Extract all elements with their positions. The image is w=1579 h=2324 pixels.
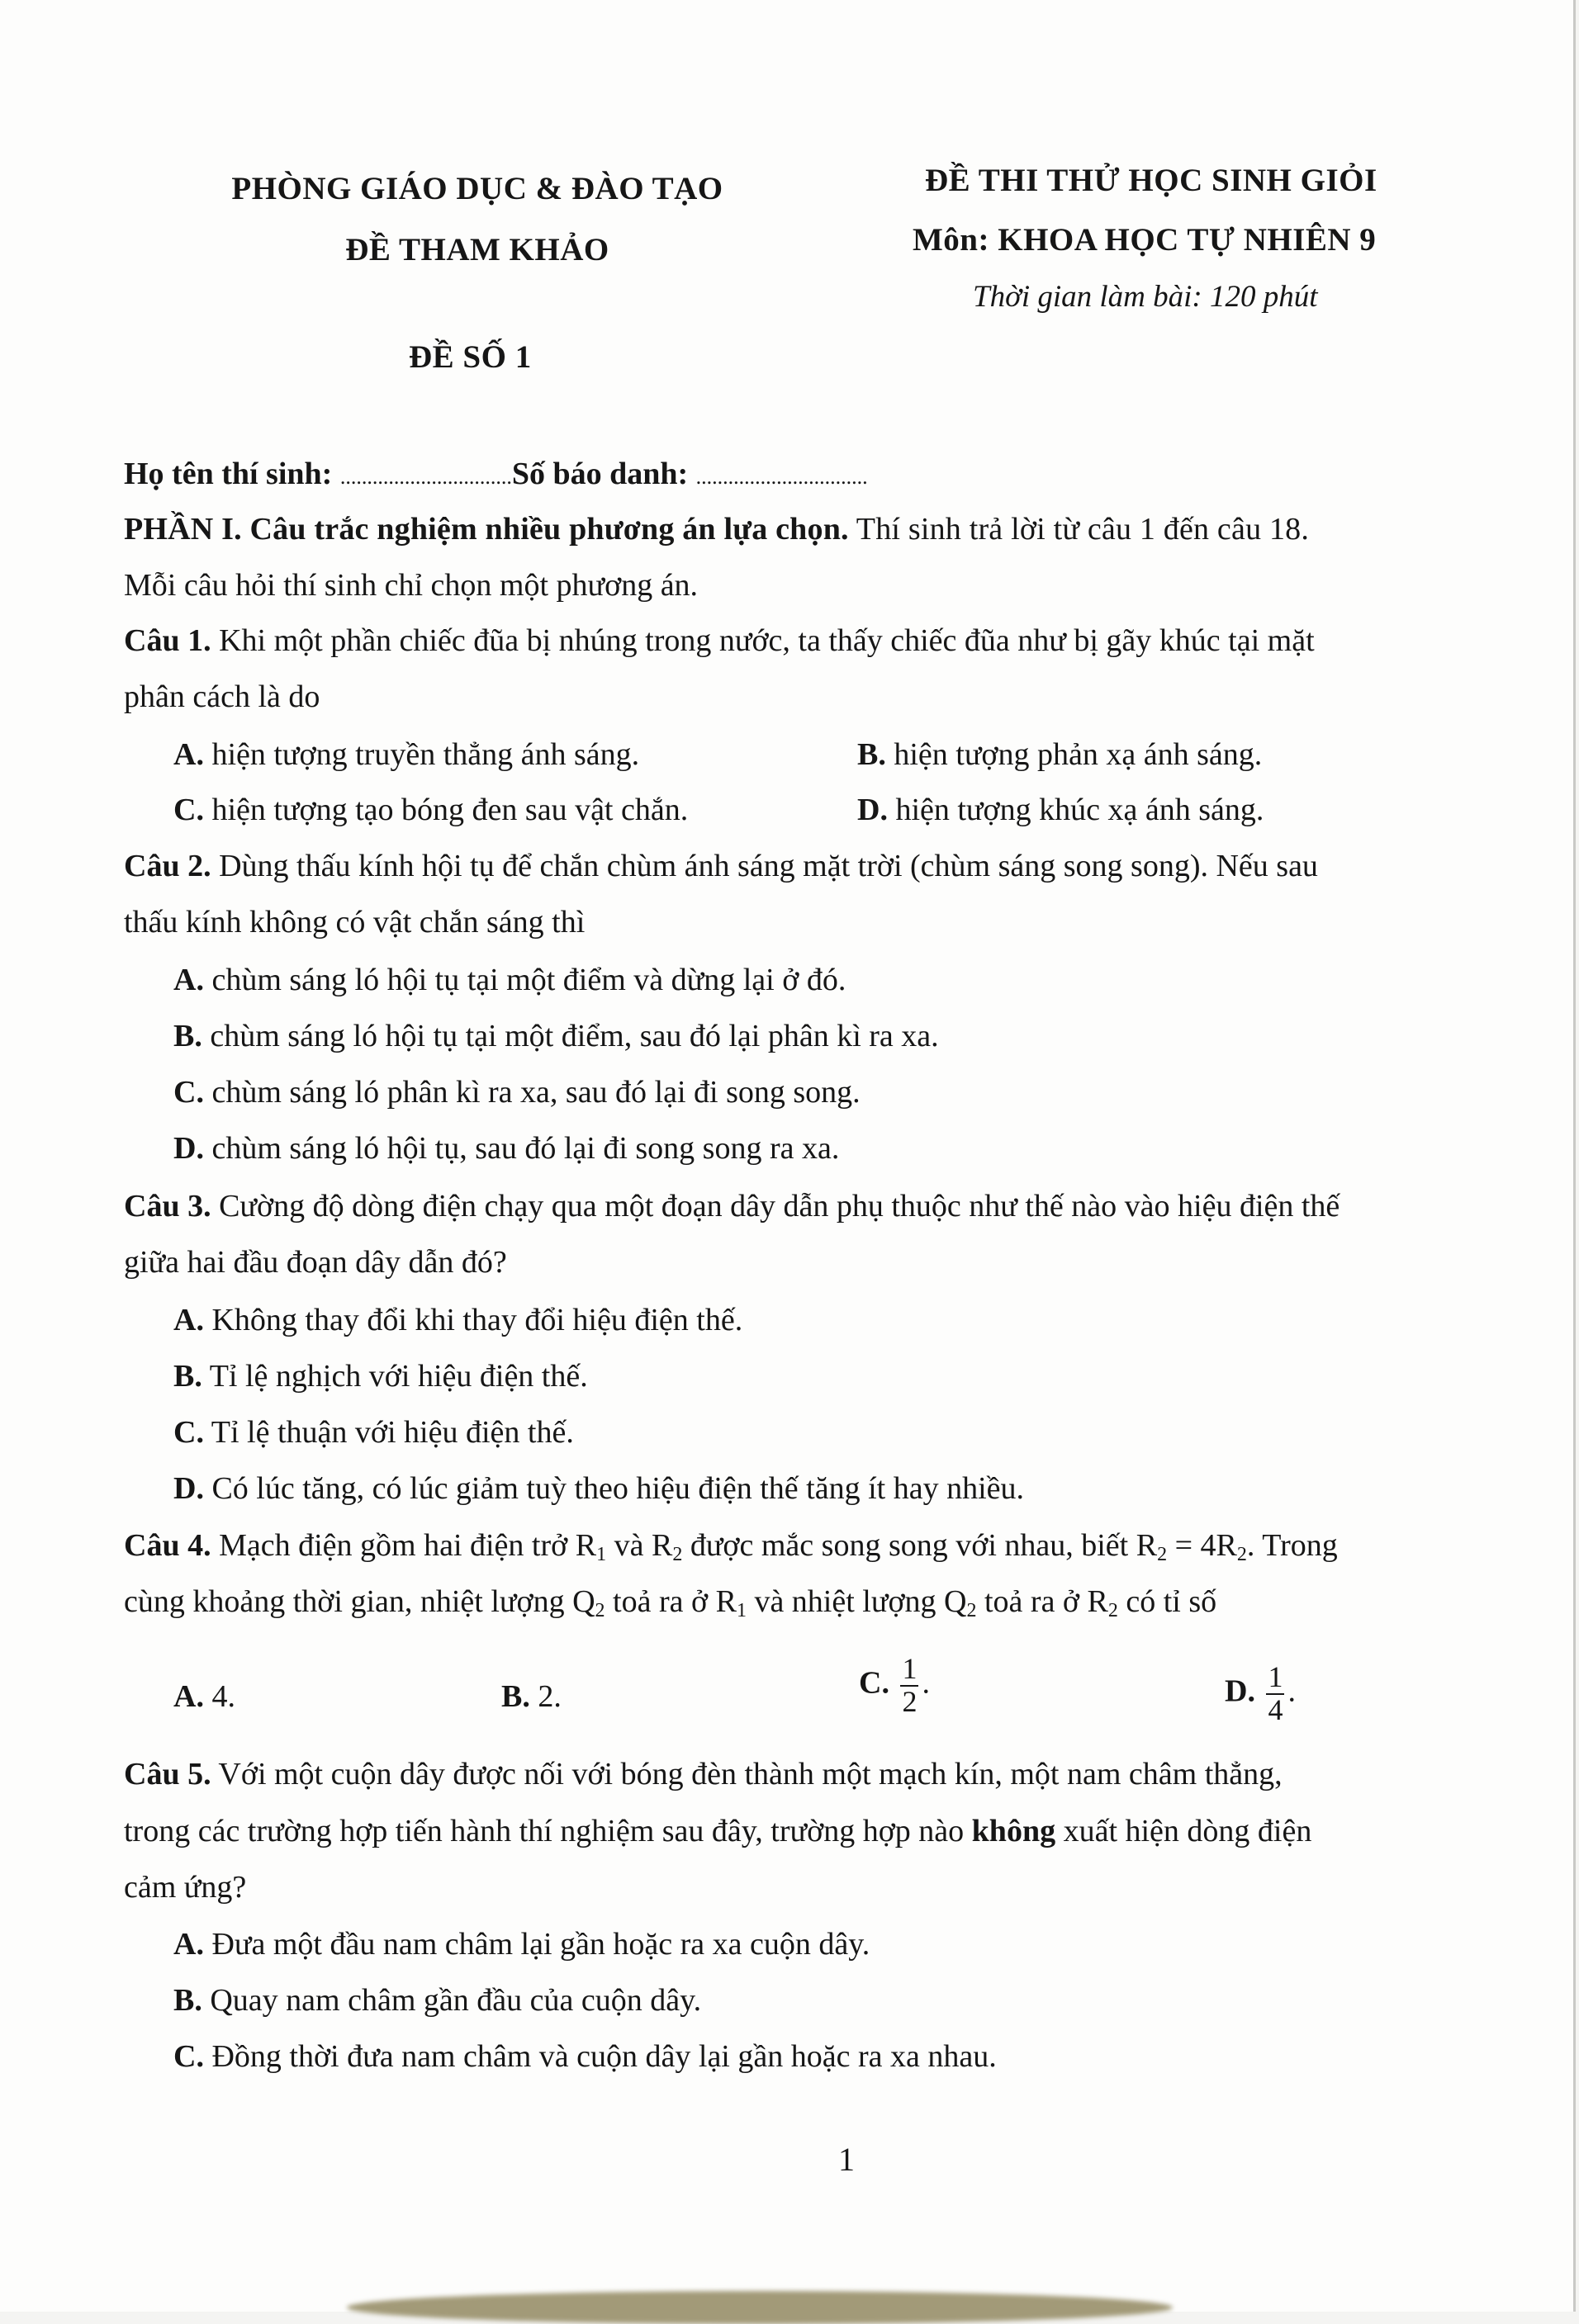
option-key: C.	[173, 1075, 204, 1110]
exam-title: ĐỀ THI THỬ HỌC SINH GIỎI	[925, 163, 1377, 198]
denominator: 2	[902, 1684, 918, 1718]
option-text: Tỉ lệ nghịch với hiệu điện thế.	[209, 1359, 588, 1394]
page-edge-shadow	[347, 2291, 1173, 2324]
option-text: Tỉ lệ thuận với hiệu điện thế.	[211, 1415, 574, 1450]
option-key: B.	[501, 1679, 530, 1714]
option-5b[interactable]	[173, 1985, 701, 2016]
subscript: 2	[595, 1600, 605, 1621]
option-3d[interactable]	[173, 1473, 1024, 1504]
question-4-line-2	[124, 1584, 1217, 1621]
option-key: D.	[1225, 1673, 1255, 1709]
subscript: 1	[596, 1544, 607, 1565]
question-text: Mạch điện gồm hai điện trở R	[219, 1528, 597, 1563]
subscript: 2	[672, 1544, 683, 1565]
section-instruction-2: Mỗi câu hỏi thí sinh chỉ chọn một phương án.	[124, 568, 699, 603]
section-instruction: Thí sinh trả lời từ câu 1 đến câu 18.	[856, 512, 1310, 547]
question-text: và R	[606, 1528, 673, 1563]
candidate-name-field[interactable]: ................................	[339, 465, 512, 489]
subscript: 2	[1157, 1544, 1168, 1565]
option-3b[interactable]	[173, 1361, 588, 1392]
question-text: . Trong	[1246, 1528, 1338, 1563]
option-key: A.	[173, 737, 204, 772]
option-3a[interactable]	[173, 1304, 742, 1336]
exam-number: ĐỀ SỐ 1	[409, 339, 532, 375]
question-label: Câu 1.	[124, 623, 211, 658]
candidate-id-label: Số báo danh:	[511, 457, 689, 491]
question-3-line-2: giữa hai đầu đoạn dây dẫn đó?	[124, 1245, 507, 1280]
option-text: hiện tượng truyền thẳng ánh sáng.	[211, 737, 640, 772]
option-4d[interactable]	[1225, 1662, 1296, 1726]
option-text: chùm sáng ló hội tụ, sau đó lại đi song song ra xa.	[211, 1131, 840, 1166]
option-4b[interactable]	[501, 1681, 562, 1712]
question-label: Câu 3.	[124, 1189, 211, 1224]
candidate-info-row	[124, 458, 868, 490]
subscript: 2	[966, 1600, 977, 1621]
reference-exam-label: ĐỀ THAM KHẢO	[345, 232, 609, 267]
option-1b[interactable]	[857, 739, 1262, 770]
section-heading	[124, 514, 1309, 545]
question-text: toả ra ở R	[976, 1584, 1108, 1619]
question-text: toả ra ở R	[605, 1584, 737, 1619]
option-key: A.	[173, 1303, 204, 1337]
emphasis-text: không	[971, 1814, 1056, 1848]
fraction-one-half	[900, 1654, 918, 1718]
option-text: Có lúc tăng, có lúc giảm tuỳ theo hiệu điện thế tăng ít hay nhiều.	[211, 1471, 1024, 1506]
question-5-line-3: cảm ứng?	[124, 1870, 247, 1905]
option-key: B.	[173, 1983, 202, 2018]
option-key: A.	[173, 1679, 204, 1714]
option-text: Quay nam châm gần đầu của cuộn dây.	[210, 1983, 702, 2018]
question-3-line-1	[124, 1190, 1340, 1222]
option-1a[interactable]	[173, 739, 639, 770]
question-1-line-2: phân cách là do	[124, 679, 320, 714]
option-2d[interactable]	[173, 1133, 839, 1164]
question-text: Dùng thấu kính hội tụ để chắn chùm ánh sáng mặt trời (chùm sáng song song). Nếu sau	[219, 849, 1318, 883]
option-key: A.	[173, 963, 204, 997]
option-key: B.	[857, 737, 886, 772]
option-text: chùm sáng ló phân kì ra xa, sau đó lại đi song song.	[211, 1075, 861, 1110]
question-text: và nhiệt lượng Q	[746, 1584, 967, 1619]
question-text: Cường độ dòng điện chạy qua một đoạn dây dẫn phụ thuộc như thế nào vào hiệu điện thế	[219, 1189, 1340, 1224]
candidate-id-field[interactable]: ................................	[695, 465, 868, 489]
question-label: Câu 5.	[124, 1757, 211, 1792]
denominator: 4	[1268, 1692, 1283, 1726]
option-key: B.	[173, 1359, 202, 1394]
department-heading: PHÒNG GIÁO DỤC & ĐÀO TẠO	[231, 171, 723, 206]
option-1c[interactable]	[173, 794, 688, 826]
page-number: 1	[838, 2141, 855, 2178]
question-2-line-2: thấu kính không có vật chắn sáng thì	[124, 905, 586, 940]
question-5-line-1	[124, 1758, 1283, 1790]
option-2c[interactable]	[173, 1077, 861, 1108]
option-text: Đưa một đầu nam châm lại gần hoặc ra xa cuộn dây.	[211, 1927, 870, 1962]
question-label: Câu 2.	[124, 849, 211, 883]
option-key: C.	[173, 2039, 204, 2074]
fraction-one-quarter	[1266, 1662, 1284, 1726]
question-5-line-2	[124, 1815, 1311, 1847]
question-text: có tỉ số	[1117, 1584, 1217, 1619]
option-text: hiện tượng phản xạ ánh sáng.	[894, 737, 1263, 772]
option-key: C.	[173, 1415, 204, 1450]
numerator: 1	[1268, 1660, 1283, 1693]
option-key: C.	[859, 1665, 889, 1701]
option-text: hiện tượng khúc xạ ánh sáng.	[895, 793, 1264, 827]
exam-duration: Thời gian làm bài: 120 phút	[973, 280, 1318, 314]
question-4-line-1	[124, 1528, 1338, 1565]
option-key: D.	[173, 1131, 204, 1166]
candidate-name-label: Họ tên thí sinh:	[124, 457, 333, 491]
option-1d[interactable]	[857, 794, 1264, 826]
option-key: A.	[173, 1927, 204, 1962]
option-text: Đồng thời đưa nam châm và cuộn dây lại gần hoặc ra xa nhau.	[211, 2039, 997, 2074]
option-5c[interactable]	[173, 2041, 997, 2072]
question-text: xuất hiện dòng điện	[1063, 1814, 1312, 1848]
option-suffix: .	[1287, 1673, 1296, 1709]
option-5a[interactable]	[173, 1929, 870, 1960]
question-text: được mắc song song với nhau, biết R	[682, 1528, 1158, 1563]
option-4c[interactable]	[859, 1654, 930, 1718]
question-text: trong các trường hợp tiến hành thí nghiệm sau đây, trường hợp nào	[124, 1814, 965, 1848]
section-title: PHẦN I. Câu trắc nghiệm nhiều phương án lựa chọn.	[124, 512, 849, 547]
option-2b[interactable]	[173, 1020, 939, 1052]
option-text: 4.	[211, 1679, 235, 1714]
question-text: Với một cuộn dây được nối với bóng đèn thành một mạch kín, một nam châm thẳng,	[218, 1757, 1283, 1792]
subject-title: Môn: KHOA HỌC TỰ NHIÊN 9	[913, 222, 1377, 258]
option-key: C.	[173, 793, 204, 827]
option-key: D.	[173, 1471, 204, 1506]
option-key: D.	[857, 793, 888, 827]
question-2-line-1	[124, 850, 1318, 882]
option-text: chùm sáng ló hội tụ tại một điểm và dừng lại ở đó.	[211, 963, 846, 997]
question-1-line-1	[124, 625, 1315, 656]
subscript: 2	[1107, 1600, 1118, 1621]
subscript: 2	[1236, 1544, 1247, 1565]
question-text: Khi một phần chiếc đũa bị nhúng trong nước, ta thấy chiếc đũa như bị gãy khúc tại mặt	[219, 623, 1315, 658]
option-key: B.	[173, 1019, 202, 1053]
option-text: 2.	[538, 1679, 562, 1714]
option-2a[interactable]	[173, 964, 846, 996]
question-text: cùng khoảng thời gian, nhiệt lượng Q	[124, 1584, 595, 1619]
subscript: 1	[736, 1600, 747, 1621]
option-suffix: .	[922, 1665, 930, 1701]
option-text: chùm sáng ló hội tụ tại một điểm, sau đó lại phân kì ra xa.	[210, 1019, 939, 1053]
numerator: 1	[902, 1652, 918, 1685]
question-text: = 4R	[1167, 1528, 1237, 1563]
option-text: Không thay đổi khi thay đổi hiệu điện thế.	[211, 1303, 743, 1337]
option-4a[interactable]	[173, 1681, 235, 1712]
question-label: Câu 4.	[124, 1528, 211, 1563]
option-text: hiện tượng tạo bóng đen sau vật chắn.	[211, 793, 689, 827]
option-3c[interactable]	[173, 1417, 574, 1448]
